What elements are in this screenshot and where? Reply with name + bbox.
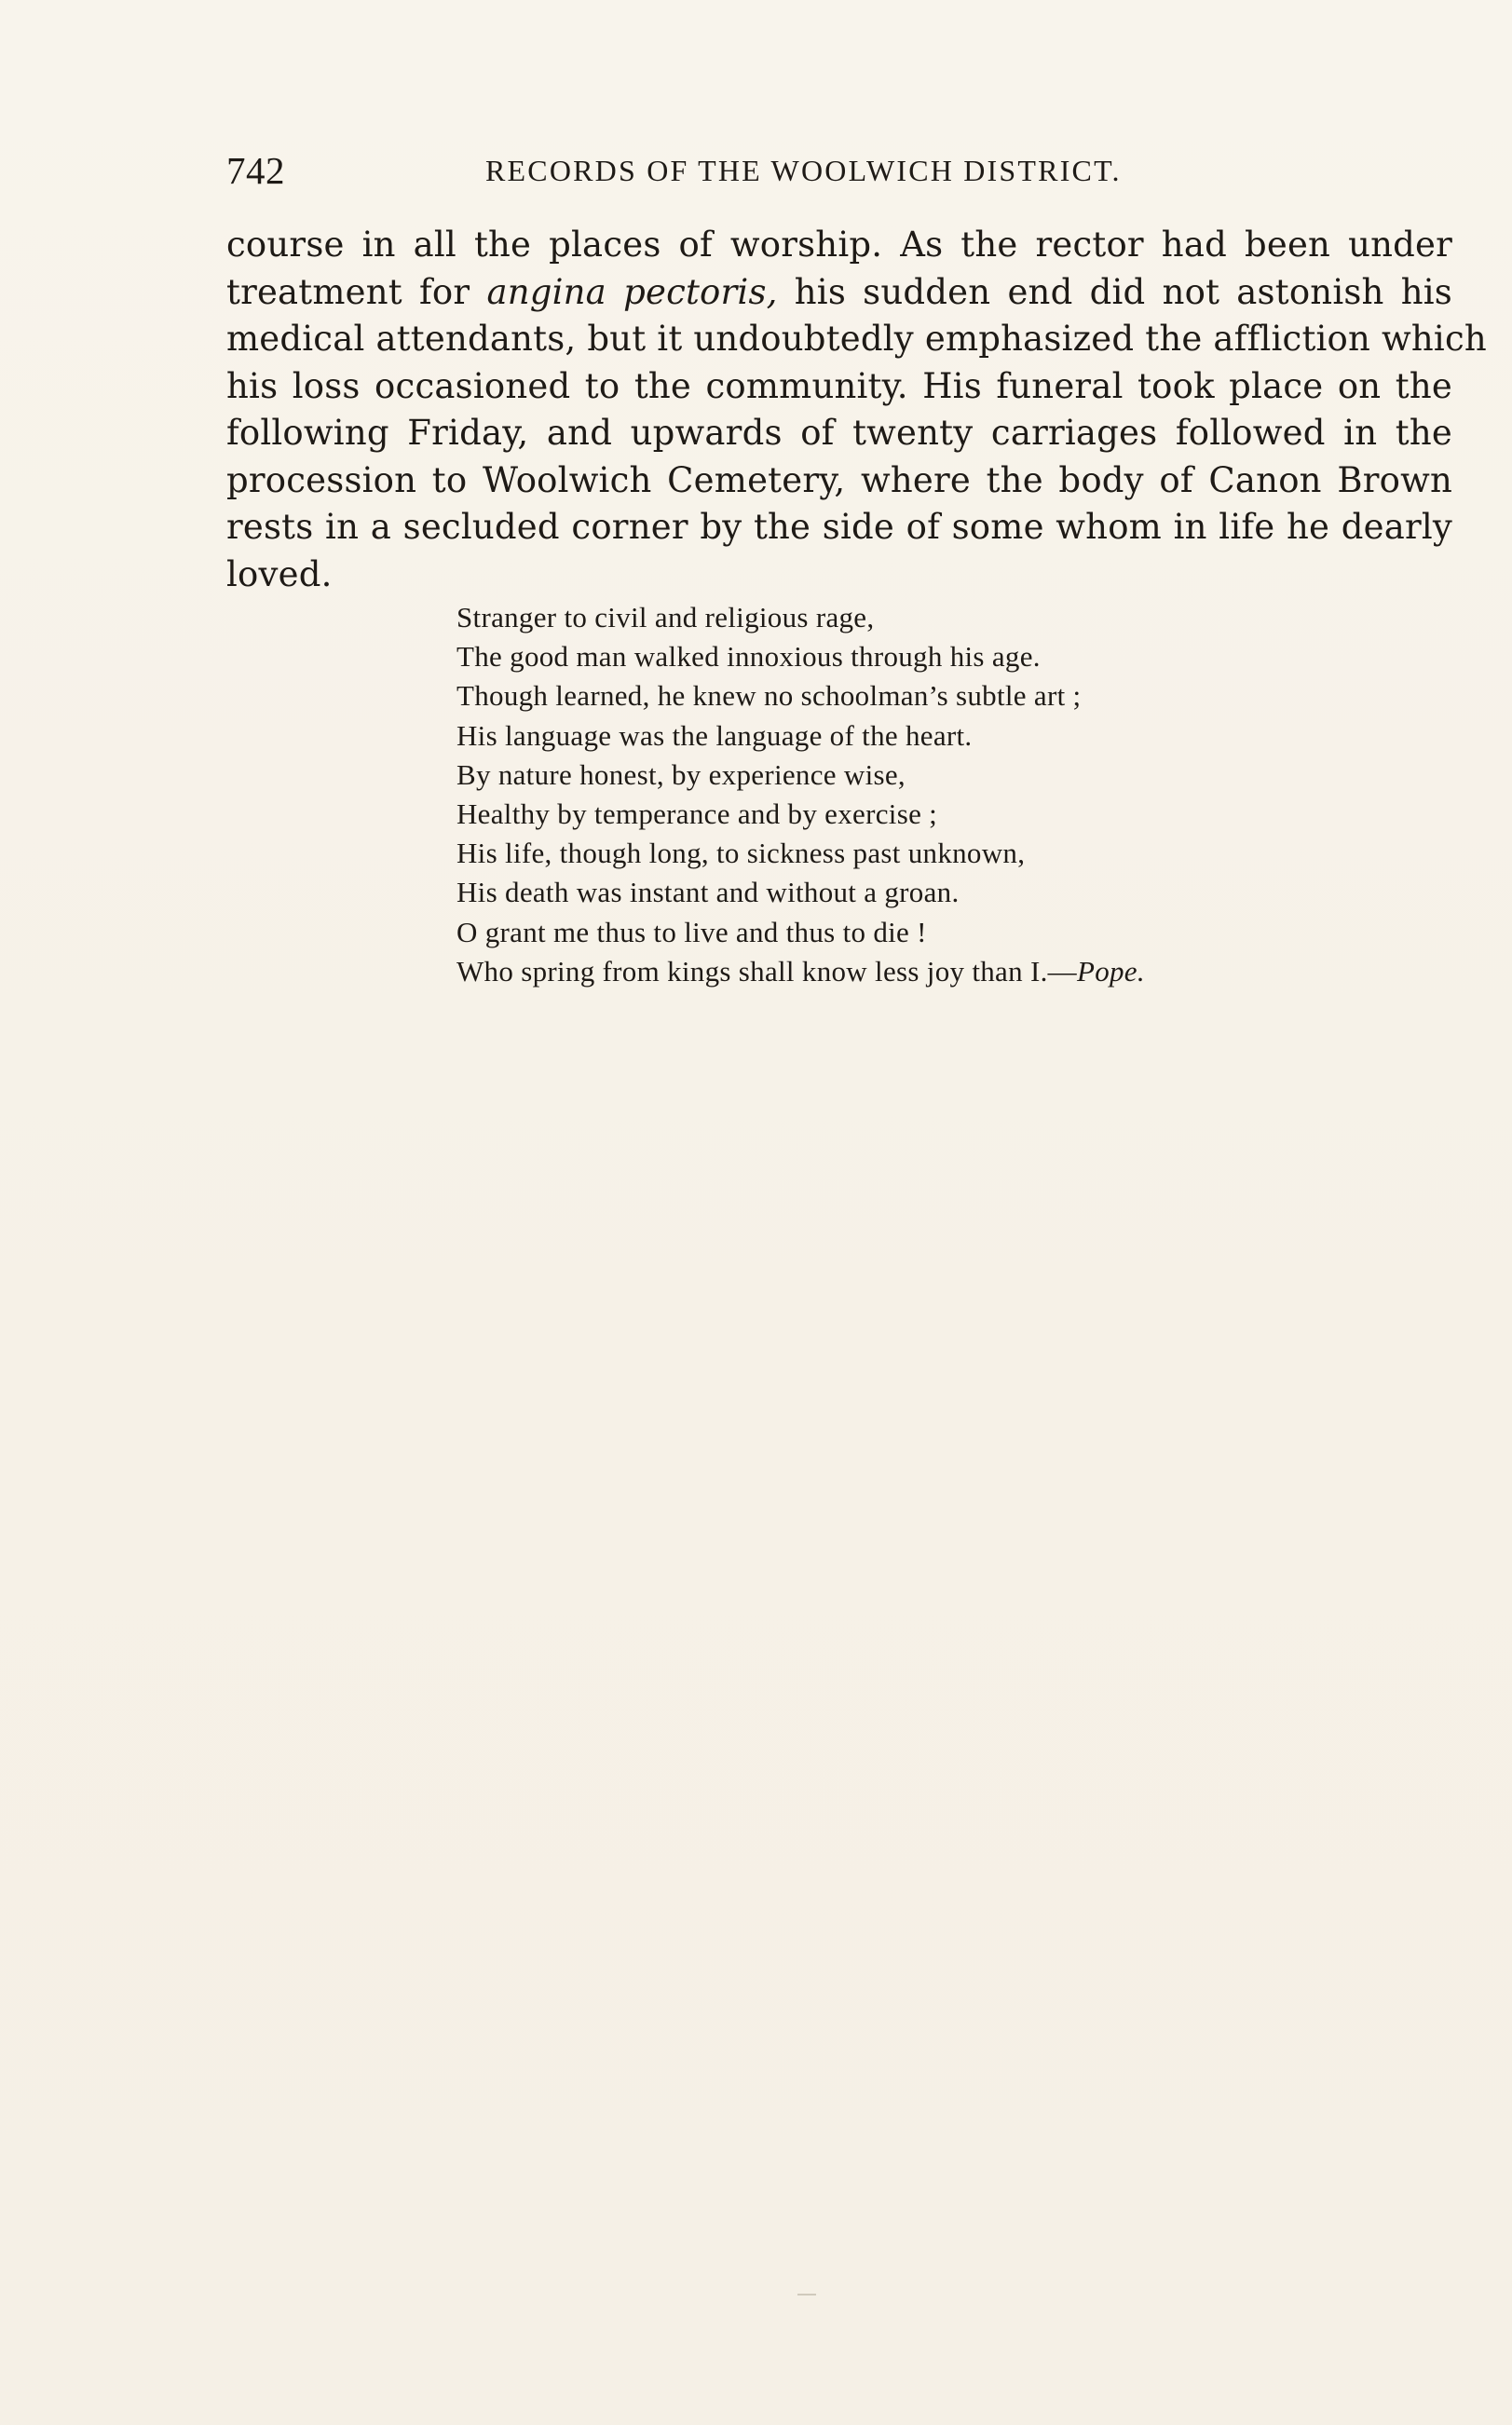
page-header <box>226 147 1195 194</box>
body-line-5: following Friday, and upwards of twenty carriages followed in the <box>226 413 1452 453</box>
poem-line-8: His death was instant and without a groan. <box>456 876 960 909</box>
poem-line-6: Healthy by temperance and by exercise ; <box>456 797 938 830</box>
body-line-1: course in all the places of worship. As the rector had been under <box>226 225 1452 265</box>
body-paragraph <box>226 222 1487 598</box>
poem-line-1: Stranger to civil and religious rage, <box>456 601 875 633</box>
body-line-4: his loss occasioned to the community. His funeral took place on the <box>226 365 1452 406</box>
poem-quotation <box>456 598 1323 991</box>
poem-line-7: His life, though long, to sickness past unknown, <box>456 837 1026 870</box>
poem-line-10 <box>456 952 1323 991</box>
poem-line-3: Though learned, he knew no schoolman’s subtle art ; <box>456 679 1082 713</box>
poem-attribution: Pope. <box>1076 954 1145 988</box>
poem-line-10-text: Who spring from kings shall know less joy than I.— <box>456 954 1077 988</box>
body-line-6: procession to Woolwich Cemetery, where the body of Canon Brown <box>226 459 1452 500</box>
poem-line-9: O grant me thus to live and thus to die ! <box>456 915 927 948</box>
body-line-2-after: his sudden end did not astonish his <box>777 271 1452 312</box>
paper-mark <box>797 2294 816 2296</box>
body-line-7: rests in a secluded corner by the side of some whom in life he dearly <box>226 507 1452 547</box>
running-head: RECORDS OF THE WOOLWICH DISTRICT. <box>485 154 1122 187</box>
body-line-3: medical attendants, but it undoubtedly emphasized the affliction which <box>226 319 1487 359</box>
poem-line-5: By nature honest, by experience wise, <box>456 757 906 791</box>
body-line-8: loved. <box>226 553 333 594</box>
page-number: 742 <box>226 149 285 192</box>
poem-line-2: The good man walked innoxious through his age. <box>456 640 1041 674</box>
body-line-2 <box>226 269 1452 317</box>
body-line-2-before: treatment for <box>226 271 487 312</box>
poem-line-4: His language was the language of the heart. <box>456 718 973 752</box>
body-line-2-italic: angina pectoris, <box>486 271 778 312</box>
